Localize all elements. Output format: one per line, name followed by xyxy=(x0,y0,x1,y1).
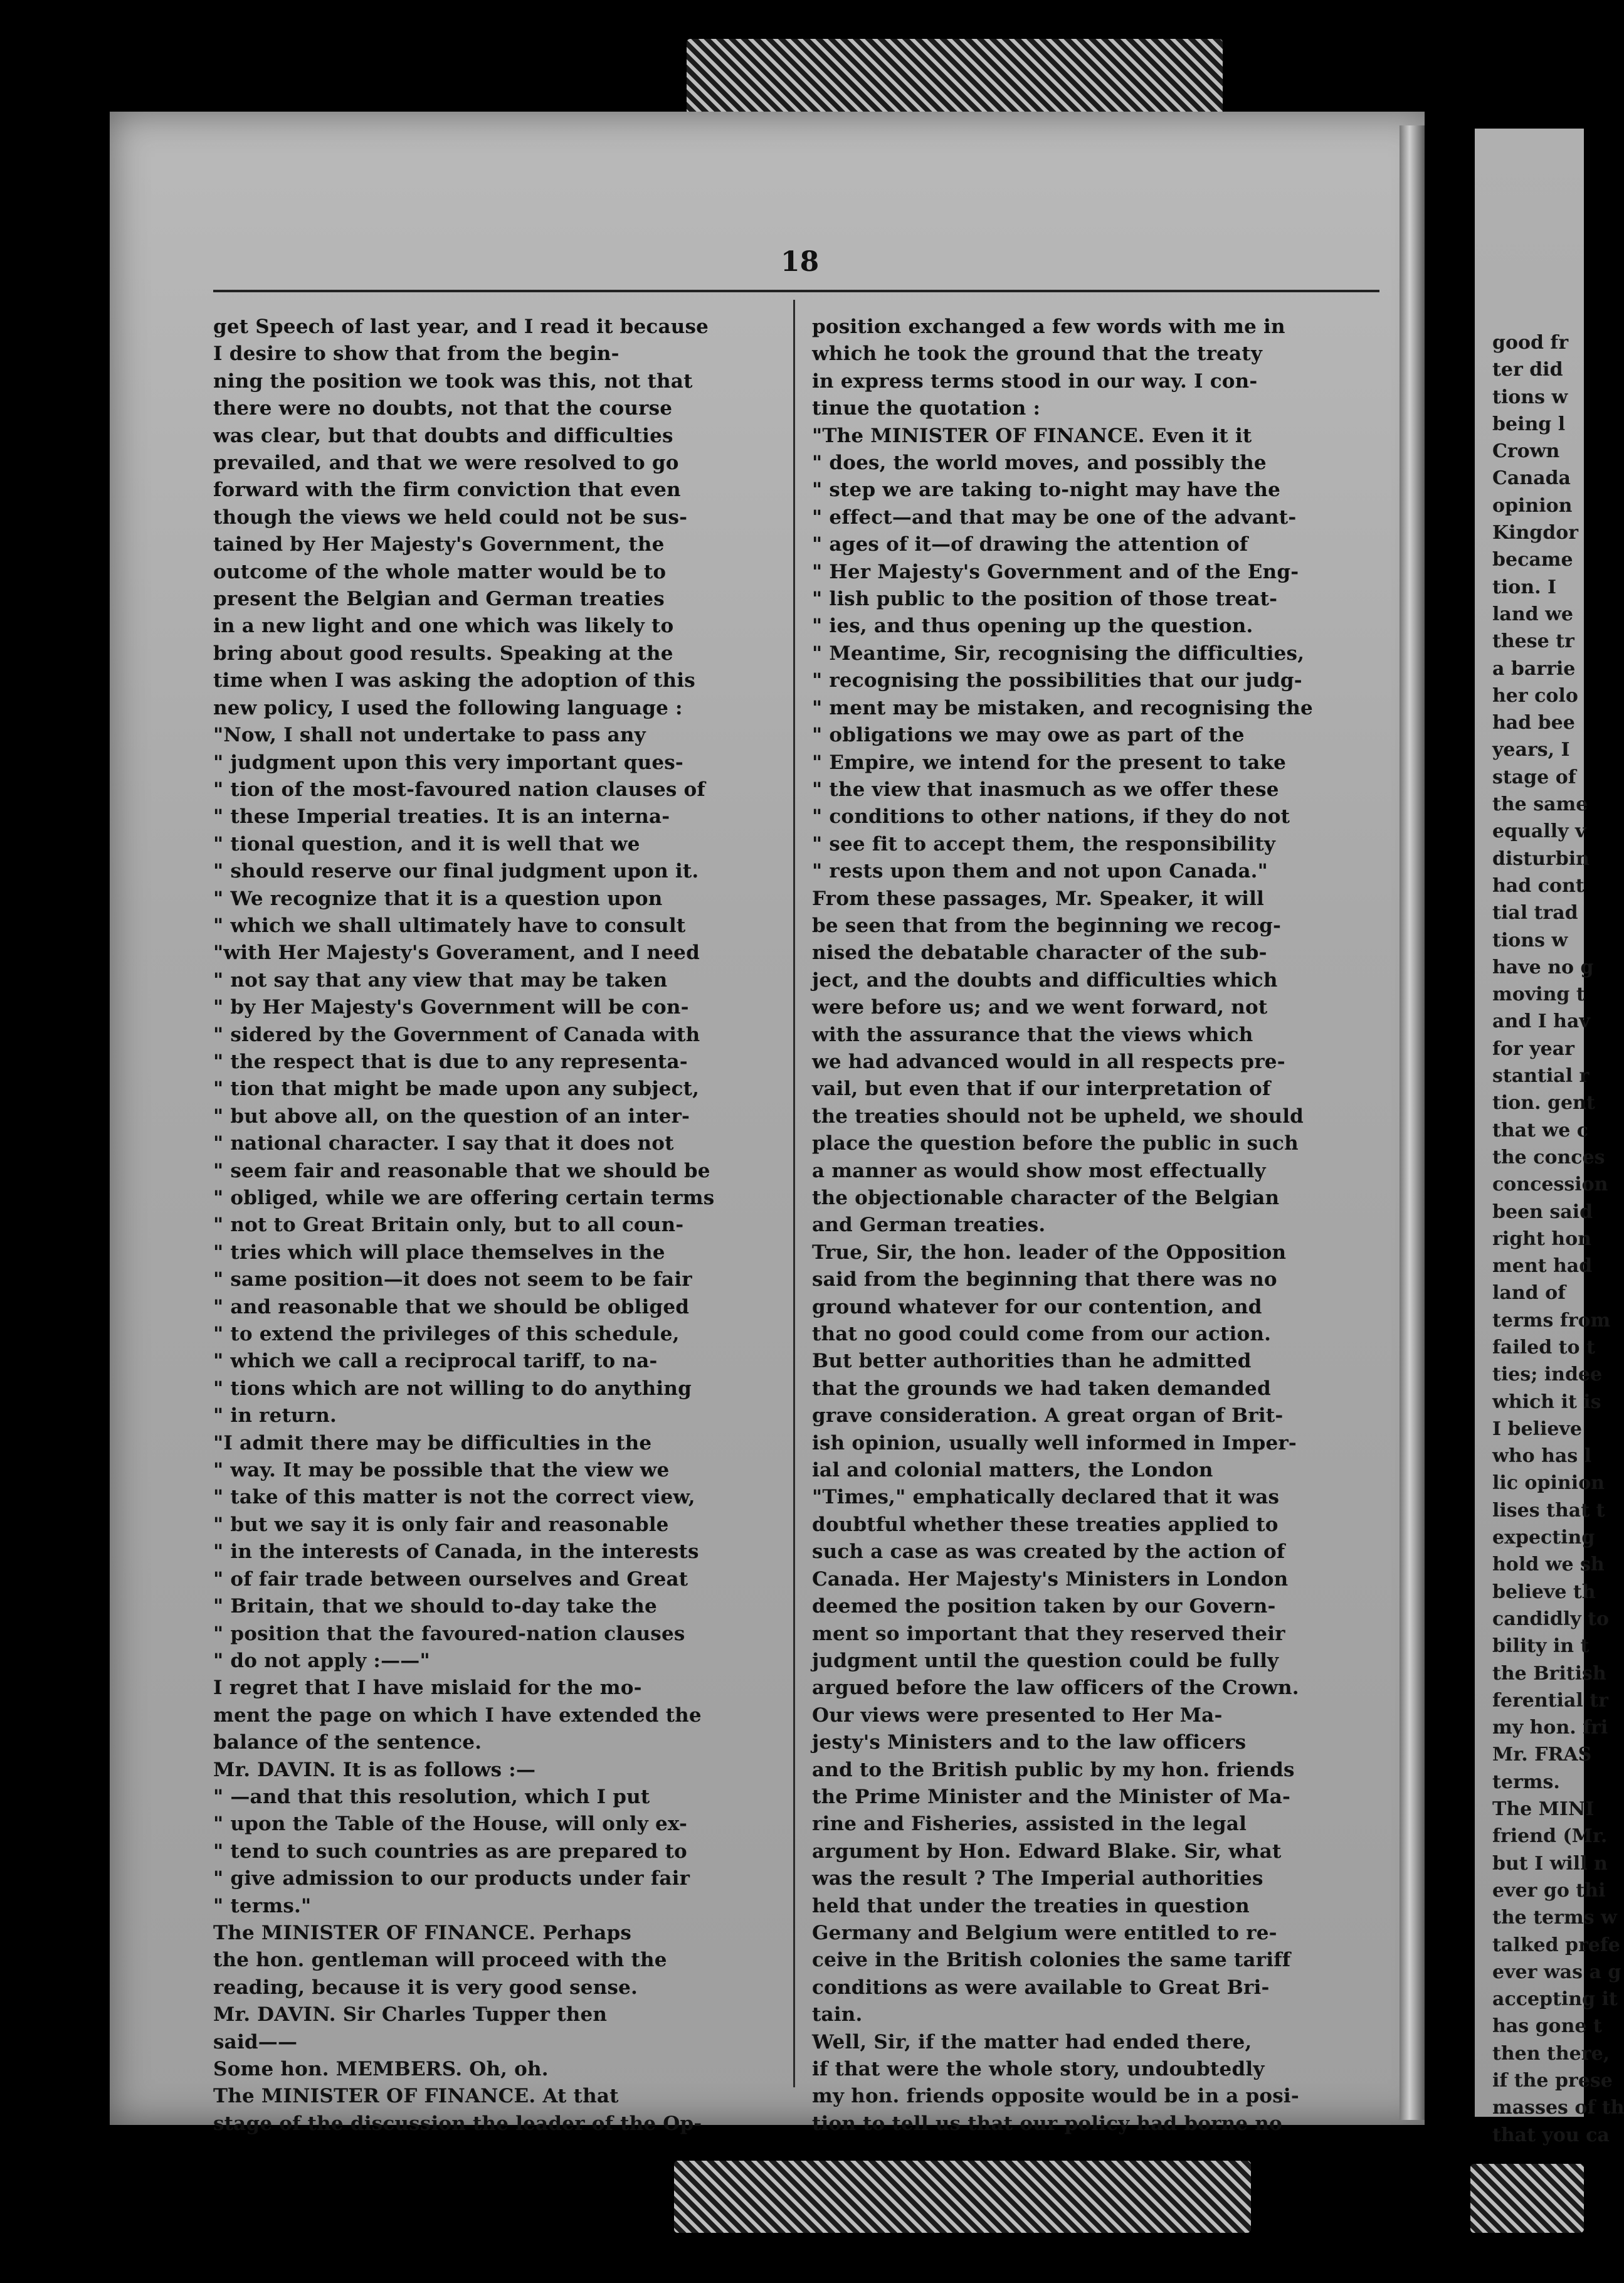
text-line: the objectionable character of the Belgian xyxy=(812,1187,1280,1209)
text-line: Mr. FRAS xyxy=(1492,1744,1592,1766)
text-line: balance of the sentence. xyxy=(213,1731,482,1754)
text-line: concession xyxy=(1492,1173,1608,1196)
text-line: accepting it xyxy=(1492,1988,1618,2011)
text-line: my hon. friends opposite would be in a posi- xyxy=(812,2085,1299,2108)
text-line: Kingdor xyxy=(1492,522,1579,544)
text-line: I believe xyxy=(1492,1417,1582,1440)
text-line: has gone t xyxy=(1492,2015,1602,2038)
text-line: had bee xyxy=(1492,712,1575,734)
text-line: "Now, I shall not undertake to pass any xyxy=(213,724,646,747)
text-line: tained by Her Majesty's Government, the xyxy=(213,533,665,556)
text-line: her colo xyxy=(1492,684,1578,707)
text-line: " tional question, and it is well that we xyxy=(213,832,640,855)
text-line: ter did xyxy=(1492,359,1563,381)
text-line: Some hon. MEMBERS. Oh, oh. xyxy=(213,2058,549,2080)
text-line: had cont xyxy=(1492,874,1584,897)
text-line: the hon. gentleman will proceed with the xyxy=(213,1949,667,1972)
text-line: years, I xyxy=(1492,739,1570,761)
column-divider xyxy=(793,300,795,2087)
text-line: judgment until the question could be fully xyxy=(812,1649,1279,1672)
text-line: " obliged, while we are offering certain terms xyxy=(213,1187,715,1209)
text-line: tion to tell us that our policy had borne no xyxy=(812,2112,1282,2135)
text-line: Mr. DAVIN. Sir Charles Tupper then xyxy=(213,2003,608,2026)
text-line: bring about good results. Speaking at the xyxy=(213,642,673,665)
text-line: the terms w xyxy=(1492,1907,1617,1929)
text-line: have no g xyxy=(1492,956,1594,978)
text-line: my hon. fri xyxy=(1492,1717,1608,1739)
text-line: " by Her Majesty's Government will be con- xyxy=(213,996,689,1019)
text-line: " but we say it is only fair and reasonable xyxy=(213,1513,669,1536)
text-line: which it is xyxy=(1492,1390,1601,1413)
text-line: became xyxy=(1492,549,1573,571)
text-line: argument by Hon. Edward Blake. Sir, what xyxy=(812,1840,1282,1863)
text-line: " the respect that is due to any representa- xyxy=(213,1050,688,1073)
text-line: I regret that I have mislaid for the mo- xyxy=(213,1676,642,1700)
text-line: " and reasonable that we should be obliged xyxy=(213,1295,690,1318)
text-line: that the grounds we had taken demanded xyxy=(812,1377,1271,1400)
text-line: conditions as were available to Great Bri- xyxy=(812,1976,1270,1999)
text-line: forward with the firm conviction that even xyxy=(213,479,681,502)
text-line: True, Sir, the hon. leader of the Opposition xyxy=(812,1241,1287,1264)
text-line: " sidered by the Government of Canada with xyxy=(213,1023,700,1046)
text-line: was clear, but that doubts and difficulties xyxy=(213,424,673,447)
text-line: The MINISTER OF FINANCE. Perhaps xyxy=(213,1921,632,1944)
text-line: Germany and Belgium were entitled to re- xyxy=(812,1921,1277,1944)
text-line: and German treaties. xyxy=(812,1214,1046,1237)
text-line: " same position—it does not seem to be fair xyxy=(213,1268,692,1291)
text-line: moving t xyxy=(1492,983,1585,1006)
text-line: " national character. I say that it does not xyxy=(213,1132,674,1155)
text-line: ial and colonial matters, the London xyxy=(812,1459,1213,1482)
text-line: said—— xyxy=(213,2030,298,2053)
text-line: " should reserve our final judgment upon it. xyxy=(213,860,699,883)
text-line: held that under the treaties in question xyxy=(812,1894,1250,1917)
text-line: " terms." xyxy=(213,1894,312,1917)
text-line: land of xyxy=(1492,1282,1566,1305)
book-spine xyxy=(1400,125,1425,2120)
text-line: present the Belgian and German treaties xyxy=(213,588,665,611)
text-line: But better authorities than he admitted xyxy=(812,1350,1252,1373)
text-line: " lish public to the position of those treat- xyxy=(812,588,1278,611)
text-line: the Prime Minister and the Minister of Ma- xyxy=(812,1785,1291,1808)
text-line: prevailed, and that we were resolved to go xyxy=(213,452,679,475)
text-line: tial trad xyxy=(1492,902,1578,924)
text-line: talked prefe xyxy=(1492,1934,1620,1956)
text-line: tain. xyxy=(812,2003,863,2026)
text-line: a barrie xyxy=(1492,657,1576,680)
text-line: ject, and the doubts and difficulties which xyxy=(812,968,1278,992)
text-line: equally v xyxy=(1492,820,1586,843)
text-line: " tion of the most-favoured nation clauses of xyxy=(213,778,705,801)
text-line: Our views were presented to Her Ma- xyxy=(812,1703,1223,1727)
text-line: " tries which will place themselves in the xyxy=(213,1241,665,1264)
text-line: in a new light and one which was likely to xyxy=(213,615,674,638)
text-line: reading, because it is very good sense. xyxy=(213,1976,638,1999)
text-line: failed to t xyxy=(1492,1336,1595,1359)
text-line: " seem fair and reasonable that we should be xyxy=(213,1159,710,1182)
text-line: new policy, I used the following language : xyxy=(213,696,683,719)
text-line: ment had xyxy=(1492,1255,1593,1278)
text-line: good fr xyxy=(1492,332,1569,354)
text-line: " in the interests of Canada, in the interests xyxy=(213,1540,699,1564)
text-line: " conditions to other nations, if they do not xyxy=(812,805,1290,829)
ornament-corner-bottom-right xyxy=(1470,2164,1584,2233)
text-line: " recognising the possibilities that our judg- xyxy=(812,669,1302,692)
text-line: " —and that this resolution, which I put xyxy=(213,1785,650,1808)
text-line: stantial r xyxy=(1492,1065,1590,1088)
text-line: " upon the Table of the House, will only ex- xyxy=(213,1813,688,1836)
text-line: lises that t xyxy=(1492,1499,1605,1522)
text-line: ceive in the British colonies the same tariff xyxy=(812,1949,1291,1972)
text-line: for year xyxy=(1492,1037,1574,1060)
text-line: Canada. Her Majesty's Ministers in London xyxy=(812,1567,1289,1591)
text-line: " take of this matter is not the correct view, xyxy=(213,1486,695,1509)
text-line: "The MINISTER OF FINANCE. Even it it xyxy=(812,424,1252,447)
text-line: " not say that any view that may be taken xyxy=(213,968,668,992)
text-line: " ment may be mistaken, and recognising the xyxy=(812,696,1313,719)
text-line: though the views we held could not be sus- xyxy=(213,506,688,529)
text-line: ties; indee xyxy=(1492,1364,1603,1386)
text-line: ment the page on which I have extended the xyxy=(213,1703,702,1727)
text-line: the British xyxy=(1492,1662,1606,1685)
text-line: terms. xyxy=(1492,1771,1560,1793)
text-line: that we c xyxy=(1492,1119,1589,1142)
text-line: " Britain, that we should to-day take the xyxy=(213,1595,657,1618)
text-line: " the view that inasmuch as we offer these xyxy=(812,778,1279,801)
text-line: " which we call a reciprocal tariff, to na- xyxy=(213,1350,658,1373)
text-line: candidly to xyxy=(1492,1608,1610,1630)
text-line: get Speech of last year, and I read it because xyxy=(213,315,709,338)
text-line: which he took the ground that the treaty xyxy=(812,342,1263,366)
text-line: " to extend the privileges of this schedule, xyxy=(213,1323,680,1346)
text-line: were before us; and we went forward, not xyxy=(812,996,1268,1019)
text-line: with the assurance that the views which xyxy=(812,1023,1253,1046)
text-line: tion. gent xyxy=(1492,1092,1595,1115)
text-line: "Times," emphatically declared that it was xyxy=(812,1486,1280,1509)
text-line: " judgment upon this very important ques- xyxy=(213,751,683,774)
text-line: been said xyxy=(1492,1200,1593,1223)
text-line: opinion xyxy=(1492,494,1573,517)
text-line: tions w xyxy=(1492,386,1568,408)
text-line: " give admission to our products under fair xyxy=(213,1867,690,1890)
text-line: " ages of it—of drawing the attention of xyxy=(812,533,1248,556)
text-line: and I hav xyxy=(1492,1010,1590,1033)
text-line: in express terms stood in our way. I con- xyxy=(812,369,1258,393)
ornament-strip-bottom xyxy=(674,2161,1251,2233)
text-line: we had advanced would in all respects pre- xyxy=(812,1050,1285,1073)
text-line: that you ca xyxy=(1492,2124,1610,2146)
text-line: these tr xyxy=(1492,630,1574,653)
page-gutter xyxy=(1425,107,1475,2139)
ornament-strip-top xyxy=(687,39,1223,114)
text-line: the treaties should not be upheld, we should xyxy=(812,1104,1304,1128)
text-line: rine and Fisheries, assisted in the legal xyxy=(812,1813,1247,1836)
text-line: " see fit to accept them, the responsibility xyxy=(812,832,1276,855)
text-line: if that were the whole story, undoubtedly xyxy=(812,2058,1265,2080)
text-line: "with Her Majesty's Goverament, and I need xyxy=(213,941,700,965)
text-line: " but above all, on the question of an inter- xyxy=(213,1104,690,1128)
header-rule xyxy=(213,290,1379,292)
text-line: that no good could come from our action. xyxy=(812,1323,1272,1346)
text-line: Well, Sir, if the matter had ended there, xyxy=(812,2030,1252,2053)
text-line: argued before the law officers of the Crown. xyxy=(812,1676,1299,1700)
text-line: vail, but even that if our interpretation of xyxy=(812,1078,1271,1101)
text-line: then there, xyxy=(1492,2042,1610,2065)
text-line: doubtful whether these treaties applied to xyxy=(812,1513,1279,1536)
text-line: said from the beginning that there was no xyxy=(812,1268,1277,1291)
text-line: ever go thi xyxy=(1492,1879,1606,1902)
text-line: if the prese xyxy=(1492,2070,1613,2092)
text-line: Canada xyxy=(1492,467,1571,490)
text-line: " tions which are not willing to do anything xyxy=(213,1377,692,1400)
next-page-fragment xyxy=(1475,129,1624,2149)
text-line: Crown xyxy=(1492,440,1560,463)
text-line: there were no doubts, not that the course xyxy=(213,397,673,420)
text-line: tions w xyxy=(1492,929,1568,951)
text-line: The MINISTER OF FINANCE. At that xyxy=(213,2085,619,2108)
text-line: " step we are taking to-night may have the xyxy=(812,479,1281,502)
text-line: be seen that from the beginning we recog- xyxy=(812,914,1282,937)
text-line: disturbin xyxy=(1492,847,1590,870)
text-line: " tion that might be made upon any subject, xyxy=(213,1078,700,1101)
text-line: believe th xyxy=(1492,1581,1596,1603)
text-line: outcome of the whole matter would be to xyxy=(213,560,667,583)
text-line: position exchanged a few words with me in xyxy=(812,315,1285,338)
text-line: ferential tr xyxy=(1492,1689,1608,1712)
text-line: I desire to show that from the begin- xyxy=(213,342,620,366)
text-line: masses of th xyxy=(1492,2097,1624,2119)
text-line: land we xyxy=(1492,603,1573,625)
text-line: " We recognize that it is a question upon xyxy=(213,887,663,910)
text-line: " does, the world moves, and possibly the xyxy=(812,452,1267,475)
text-line: From these passages, Mr. Speaker, it will xyxy=(812,887,1265,910)
right-column xyxy=(812,314,1379,2137)
text-line: " do not apply :——" xyxy=(213,1649,430,1672)
text-line: " ies, and thus opening up the question. xyxy=(812,615,1253,638)
text-line: the conces xyxy=(1492,1146,1605,1168)
text-line: ment so important that they reserved their xyxy=(812,1622,1285,1645)
text-line: " Her Majesty's Government and of the Eng- xyxy=(812,560,1299,583)
text-line: bility in t xyxy=(1492,1635,1590,1658)
text-line: a manner as would show most effectually xyxy=(812,1159,1266,1182)
left-column xyxy=(213,314,781,2137)
text-line: " tend to such countries as are prepared to xyxy=(213,1840,687,1863)
text-line: the same xyxy=(1492,793,1588,816)
next-page-edge xyxy=(1475,129,1624,2146)
text-line: stage of xyxy=(1492,766,1576,788)
text-line: grave consideration. A great organ of Brit- xyxy=(812,1404,1284,1428)
text-line: " Meantime, Sir, recognising the difficulties, xyxy=(812,642,1305,665)
text-line: but I will n xyxy=(1492,1852,1608,1875)
text-line: " which we shall ultimately have to consult xyxy=(213,914,686,937)
text-line: " effect—and that may be one of the advant- xyxy=(812,506,1297,529)
text-line: tion. I xyxy=(1492,576,1556,598)
text-line: ning the position we took was this, not that xyxy=(213,369,693,393)
text-line: jesty's Ministers and to the law officers xyxy=(812,1731,1247,1754)
text-line: ground whatever for our contention, and xyxy=(812,1295,1262,1318)
text-line: The MINI xyxy=(1492,1798,1595,1821)
text-line: " Empire, we intend for the present to take xyxy=(812,751,1287,774)
text-line: who has l xyxy=(1492,1445,1592,1468)
text-line: right hon xyxy=(1492,1227,1591,1250)
text-line: being l xyxy=(1492,413,1566,435)
text-line: time when I was asking the adoption of this xyxy=(213,669,695,692)
text-line: place the question before the public in such xyxy=(812,1132,1299,1155)
text-line: terms from xyxy=(1492,1309,1611,1332)
text-line: ish opinion, usually well informed in Imper- xyxy=(812,1431,1297,1454)
text-line: Mr. DAVIN. It is as follows :— xyxy=(213,1758,536,1781)
text-line: ever was a g xyxy=(1492,1961,1621,1983)
text-line: lic opinion xyxy=(1492,1472,1605,1495)
text-line: expecting xyxy=(1492,1527,1595,1549)
text-line: "I admit there may be difficulties in the xyxy=(213,1431,652,1454)
page-number: 18 xyxy=(781,246,820,278)
text-line: was the result ? The Imperial authorities xyxy=(812,1867,1263,1890)
text-line: " of fair trade between ourselves and Great xyxy=(213,1567,688,1591)
text-line: " these Imperial treaties. It is an interna- xyxy=(213,805,670,829)
text-line: and to the British public by my hon. friends xyxy=(812,1758,1295,1781)
text-line: " in return. xyxy=(213,1404,337,1428)
text-line: " rests upon them and not upon Canada." xyxy=(812,860,1268,883)
text-line: hold we sh xyxy=(1492,1554,1605,1576)
text-line: stage of the discussion the leader of the Op- xyxy=(213,2112,702,2135)
text-line: such a case as was created by the action of xyxy=(812,1540,1285,1564)
text-line: nised the debatable character of the sub- xyxy=(812,941,1267,965)
text-line: tinue the quotation : xyxy=(812,397,1041,420)
text-line: " position that the favoured-nation clauses xyxy=(213,1622,685,1645)
text-line: friend (Mr. xyxy=(1492,1825,1608,1848)
text-line: deemed the position taken by our Govern- xyxy=(812,1595,1276,1618)
text-line: " obligations we may owe as part of the xyxy=(812,724,1245,747)
text-line: " not to Great Britain only, but to all coun- xyxy=(213,1214,684,1237)
text-line: " way. It may be possible that the view we xyxy=(213,1459,670,1482)
